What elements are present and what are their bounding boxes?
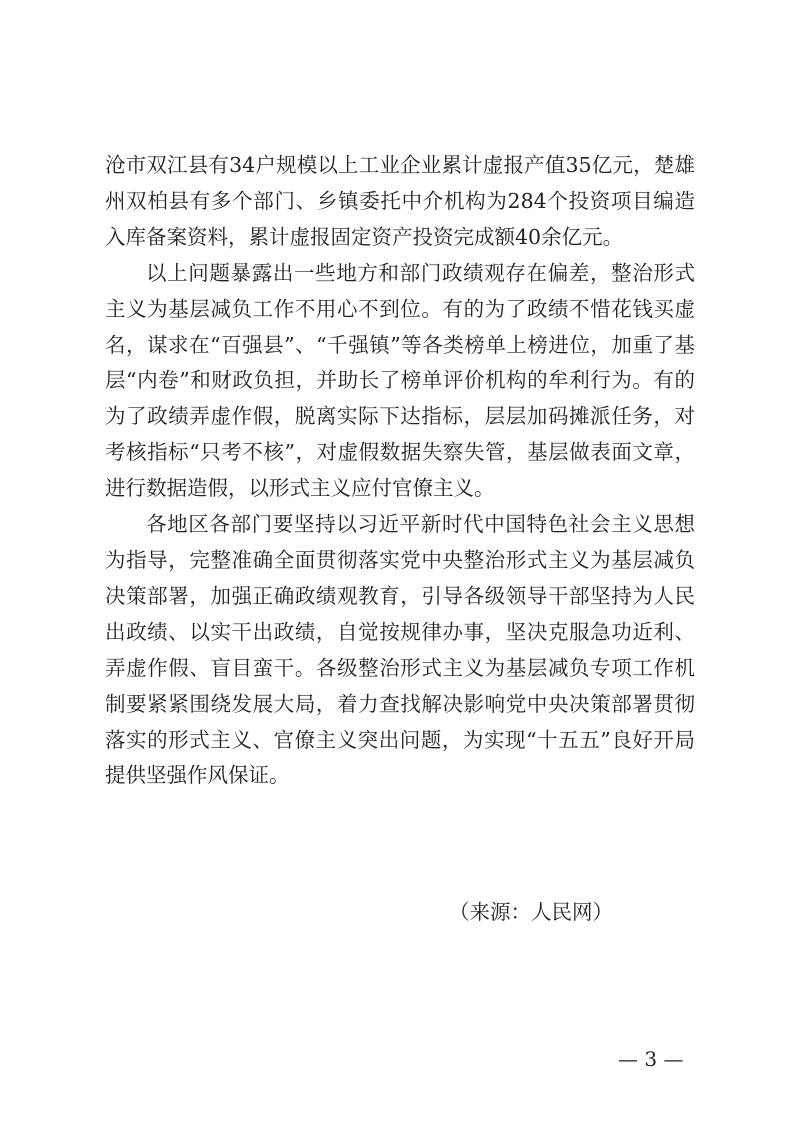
- paragraph-requirements: 各地区各部门要坚持以习近平新时代中国特色社会主义思想为指导，完整准确全面贯彻落实党中央整治形式主义为基层减负决策部署，加强正确政绩观教育，引导各级领导干部坚持为人民出政绩、以实干出政绩，自觉按规律办事，坚决克服急功近利、弄虚作假、盲目蛮干。各级整治形式主义为基层减负专项工作机制要紧紧围绕发展大局，着力查找解决影响党中央决策部署贯彻落实的形式主义、官僚主义突出问题，为实现“十五五”良好开局提供坚强作风保证。: [105, 512, 695, 788]
- page-number: — 3 —: [618, 1047, 684, 1071]
- source-attribution: （来源：人民网）: [449, 900, 613, 924]
- document-body: [105, 148, 695, 794]
- paragraph-continued: 沧市双江县有34户规模以上工业企业累计虚报产值35亿元，楚雄州双柏县有多个部门、乡镇委托中介机构为284个投资项目编造入库备案资料，累计虚报固定资产投资完成额40余亿元。: [105, 153, 695, 249]
- paragraph-problems: 以上问题暴露出一些地方和部门政绩观存在偏差，整治形式主义为基层减负工作不用心不到位。有的为了政绩不惜花钱买虚名，谋求在“百强县”、“千强镇”等各类榜单上榜进位，加重了基层“内卷”和财政负担，并助长了榜单评价机构的牟利行为。有的为了政绩弄虚作假，脱离实际下达指标，层层加码摊派任务，对考核指标“只考不核”，对虚假数据失察失管，基层做表面文章，进行数据造假，以形式主义应付官僚主义。: [105, 260, 695, 501]
